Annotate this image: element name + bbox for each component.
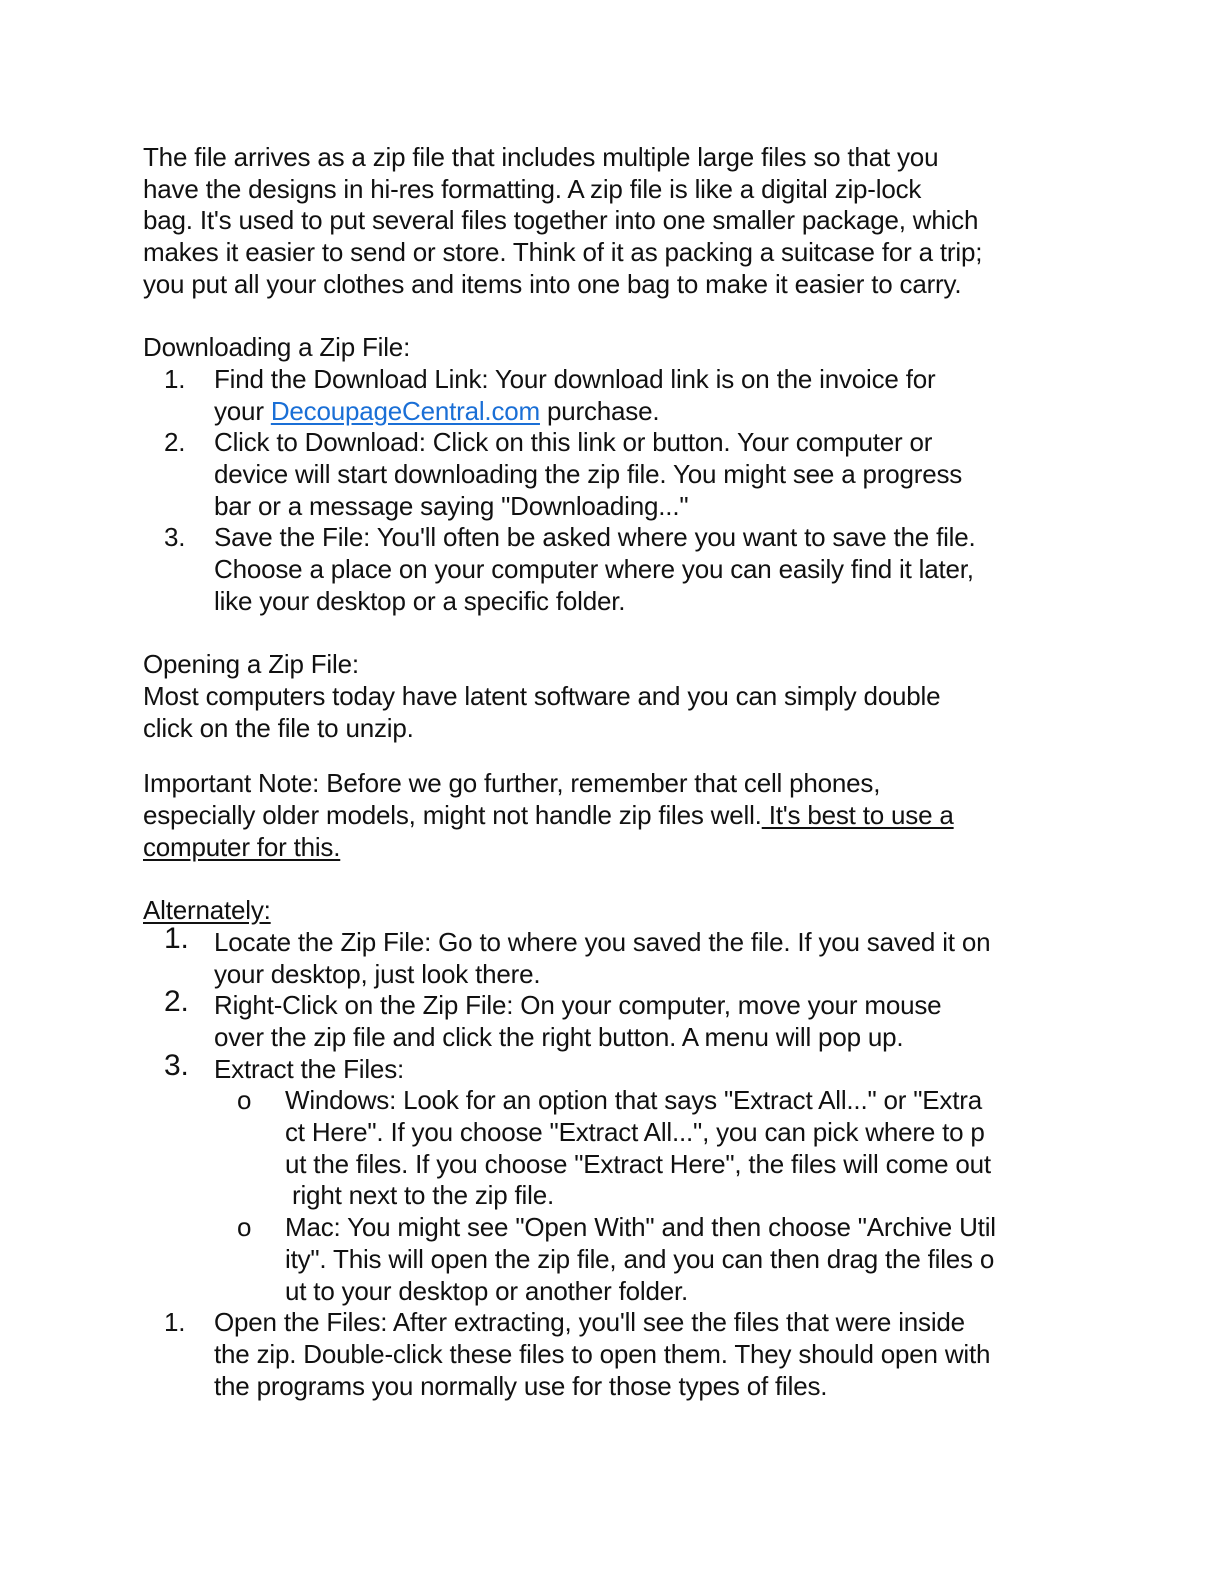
list-item-text: Choose a place on your computer where you can easily find it later, — [214, 554, 974, 585]
list-item-text: ct Here". If you choose "Extract All...", you can pick where to p — [285, 1117, 985, 1148]
intro-line: you put all your clothes and items into one bag to make it easier to carry. — [143, 268, 962, 299]
intro-line: makes it easier to send or store. Think of it as packing a suitcase for a trip; — [143, 237, 983, 268]
opening-heading: Opening a Zip File: — [143, 649, 359, 680]
intro-paragraph — [143, 142, 1083, 301]
list-number: 3. — [164, 522, 186, 553]
extract-options-list — [143, 1085, 1083, 1307]
list-item-text: bar or a message saying "Downloading..." — [214, 490, 689, 521]
intro-line: The file arrives as a zip file that includes multiple large files so that you — [143, 142, 939, 172]
list-item-text: Find the Download Link: Your download link is on the invoice for — [214, 363, 936, 394]
decoupage-central-link[interactable]: DecoupageCentral.com — [270, 395, 540, 426]
list-item — [143, 364, 1083, 427]
list-item-text: Open the Files: After extracting, you'll see the files that were inside — [214, 1307, 965, 1338]
opening-paragraph — [143, 681, 1083, 744]
list-item — [143, 1212, 1083, 1307]
list-item-text: Save the File: You'll often be asked where you want to save the file. — [214, 522, 976, 553]
list-number: 1. — [164, 1307, 186, 1338]
list-item-text: device will start downloading the zip file. You might see a progress — [214, 459, 963, 490]
list-item-text: right next to the zip file. — [285, 1180, 554, 1211]
opening-line: Most computers today have latent software and you can simply double — [143, 680, 941, 711]
list-item-text: Extract the Files: — [214, 1053, 405, 1084]
list-item — [143, 427, 1083, 522]
list-item-text: over the zip file and click the right button. A menu will pop up. — [214, 1021, 904, 1052]
downloading-heading: Downloading a Zip File: — [143, 332, 411, 363]
note-line: Important Note: Before we go further, remember that cell phones, — [143, 768, 881, 799]
list-item-text: Mac: You might see "Open With" and then choose "Archive Util — [285, 1212, 996, 1243]
list-item-text: your — [214, 395, 271, 426]
note-underlined-text: computer for this. — [143, 831, 341, 862]
note-underlined-text: It's best to use a — [761, 800, 954, 831]
list-item — [143, 522, 1083, 617]
list-item — [143, 921, 1083, 990]
intro-line: have the designs in hi-res formatting. A zip file is like a digital zip-lock — [143, 173, 922, 204]
important-note — [143, 768, 1083, 863]
downloading-steps-list — [143, 364, 1083, 618]
opening-line: click on the file to unzip. — [143, 712, 414, 743]
list-item-text: your desktop, just look there. — [214, 958, 541, 989]
note-line: especially older models, might not handle zip files well. — [143, 800, 762, 831]
list-item-text: like your desktop or a specific folder. — [214, 585, 626, 616]
bullet-marker: o — [237, 1085, 252, 1116]
list-item — [143, 985, 1083, 1053]
alternately-heading-text: Alternately: — [143, 895, 271, 926]
list-item — [143, 1085, 1083, 1212]
list-item — [143, 1307, 1083, 1402]
list-item-text: Click to Download: Click on this link or button. Your computer or — [214, 427, 933, 458]
intro-line: bag. It's used to put several files together into one smaller package, which — [143, 205, 979, 236]
list-item-text: Windows: Look for an option that says "Extract All..." or "Extra — [285, 1085, 982, 1116]
document-page — [143, 142, 1083, 1402]
list-item-text: ut to your desktop or another folder. — [285, 1275, 689, 1306]
list-item-text: the zip. Double-click these files to open them. They should open with — [214, 1338, 991, 1369]
list-number: 2. — [164, 427, 186, 458]
alternately-heading — [143, 895, 1083, 927]
list-number: 1. — [164, 921, 189, 955]
list-item-text: ity". This will open the zip file, and you can then drag the files o — [285, 1243, 995, 1274]
list-item — [143, 1048, 1083, 1086]
list-item-text: Right-Click on the Zip File: On your computer, move your mouse — [214, 990, 942, 1021]
final-steps-list — [143, 1307, 1083, 1402]
alternately-steps-list — [143, 921, 1083, 1086]
list-number: 3. — [164, 1048, 189, 1082]
list-item-text: ut the files. If you choose "Extract Here", the files will come out — [285, 1148, 991, 1179]
list-item-text: the programs you normally use for those types of files. — [214, 1370, 828, 1401]
bullet-marker: o — [237, 1212, 252, 1243]
list-item-text: purchase. — [539, 395, 660, 426]
list-item-text: Locate the Zip File: Go to where you saved the file. If you saved it on — [214, 926, 991, 957]
list-number: 1. — [164, 363, 186, 394]
list-number: 2. — [164, 985, 189, 1019]
